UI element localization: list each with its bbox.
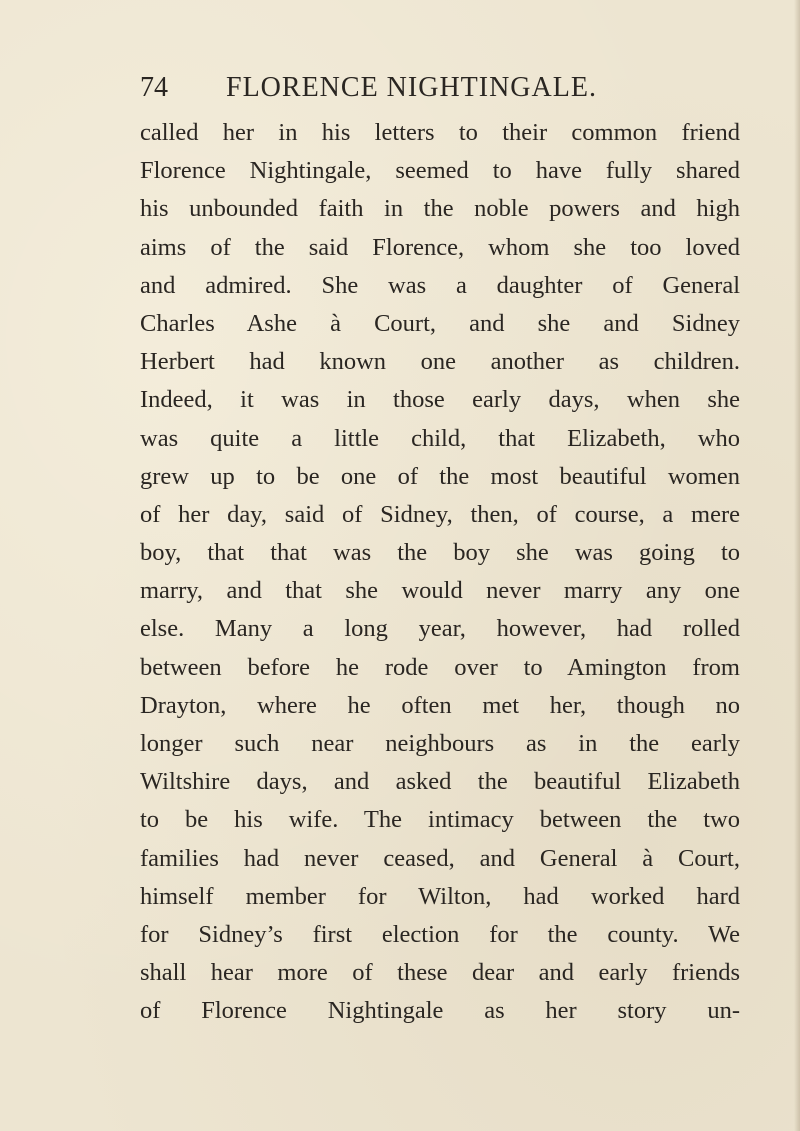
text-line: marry, and that she would never marry any one — [140, 577, 740, 605]
text-line: himself member for Wilton, had worked hard — [140, 882, 740, 910]
text-line: Herbert had known one another as children. — [140, 348, 740, 376]
page-header — [140, 72, 655, 112]
text-line: Wiltshire days, and asked the beautiful Elizabeth — [140, 768, 740, 796]
text-line: shall hear more of these dear and early friends — [140, 959, 740, 987]
text-line: boy, that that was the boy she was going to — [140, 539, 740, 567]
text-line: Drayton, where he often met her, though no — [140, 691, 740, 719]
text-line: else. Many a long year, however, had rolled — [140, 615, 740, 643]
running-head: FLORENCE NIGHTINGALE. — [226, 72, 597, 103]
text-line: for Sidney’s first election for the county. We — [140, 920, 740, 948]
text-line: grew up to be one of the most beautiful women — [140, 462, 740, 490]
text-line: aims of the said Florence, whom she too loved — [140, 233, 740, 261]
text-line: between before he rode over to Amington from — [140, 653, 740, 681]
text-line: Florence Nightingale, seemed to have fully shared — [140, 157, 740, 185]
text-line: was quite a little child, that Elizabeth, who — [140, 424, 740, 452]
text-line: his unbounded faith in the noble powers and high — [140, 195, 740, 223]
text-line: Charles Ashe à Court, and she and Sidney — [140, 309, 740, 337]
page-number: 74 — [140, 72, 168, 103]
text-line: of Florence Nightingale as her story un- — [140, 997, 740, 1025]
text-line: Indeed, it was in those early days, when she — [140, 386, 740, 414]
text-line: and admired. She was a daughter of General — [140, 271, 740, 299]
text-line: to be his wife. The intimacy between the two — [140, 806, 740, 834]
page-edge-shadow — [794, 0, 800, 1131]
text-line: called her in his letters to their common friend — [140, 119, 740, 146]
body-text — [140, 114, 740, 1031]
text-line: families had never ceased, and General à Court, — [140, 844, 740, 872]
text-line: of her day, said of Sidney, then, of course, a mere — [140, 500, 740, 528]
text-line: longer such near neighbours as in the early — [140, 730, 740, 757]
